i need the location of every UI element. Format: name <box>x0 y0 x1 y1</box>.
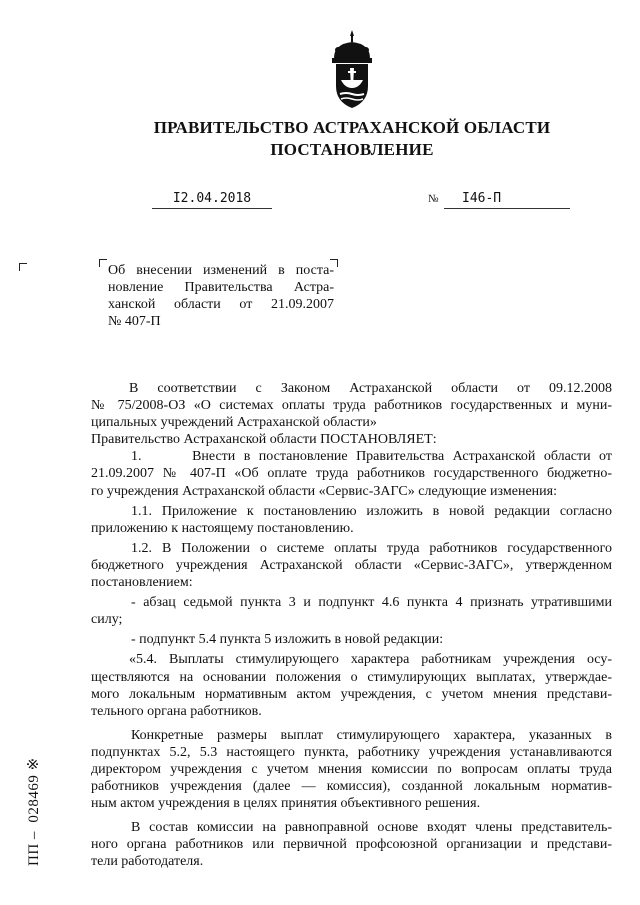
subject-line: ханской области от 21.09.2007 <box>108 297 334 312</box>
body-line: подпунктах 5.2, 5.3 настоящего пункта, работнику учреждения устанавливаются <box>91 744 612 760</box>
date-field <box>152 190 272 209</box>
subject-line: № 407-П <box>108 314 161 329</box>
body-line: бюджетного учреждения Астраханской области «Сервис-ЗАГС», утвержденном <box>91 557 612 573</box>
number-label: № <box>428 193 439 205</box>
subject-block <box>108 262 334 330</box>
paragraph-gap <box>91 812 612 819</box>
body-line: тели работодателя. <box>91 854 204 870</box>
body-line: мого локальным нормативным актом учреждения, с учетом мнения представи- <box>91 686 612 702</box>
number-field <box>444 190 570 209</box>
body-line: В соответствии с Законом Астраханской области от 09.12.2008 <box>129 381 612 396</box>
body-line: В состав комиссии на равноправной основе входят члены представитель- <box>131 820 612 836</box>
paragraph-gap <box>91 720 612 727</box>
subject-line: Об внесении изменений в поста- <box>108 263 334 278</box>
body-line: постановлением: <box>91 575 193 591</box>
body-line: 1.1. Приложение к постановлению изложить в новой редакции согласно <box>131 503 612 519</box>
body-line: «5.4. Выплаты стимулирующего характера работникам учреждения осу- <box>129 652 612 668</box>
subject-line: новление Правительства Астра- <box>108 280 334 295</box>
margin-corner-mark <box>19 263 27 271</box>
body-line: 1. Внести в постановление Правительства Астраханской области от <box>131 449 612 465</box>
organization-title: ПРАВИТЕЛЬСТВО АСТРАХАНСКОЙ ОБЛАСТИ <box>153 118 551 137</box>
body-line: го учреждения Астраханской области «Сервис-ЗАГС» следующие изменения: <box>91 483 557 499</box>
document-number: I46-П <box>462 191 502 206</box>
body-line: ным актом учреждения в целях принятия объективного решения. <box>91 796 481 812</box>
body-line: - подпункт 5.4 пункта 5 изложить в новой редакции: <box>131 632 444 648</box>
body-line: ципальных учреждений Астраханской области» <box>91 415 377 431</box>
astrakhan-coat-of-arms-icon <box>326 28 378 112</box>
body-line: Правительство Астраханской области ПОСТАНОВЛЯЕТ: <box>91 432 437 448</box>
body-line: силу; <box>91 612 123 628</box>
body-line: - абзац седьмой пункта 3 и подпункт 4.6 пункта 4 признать утратившими <box>131 595 612 611</box>
body-line: ного органа работников или первичной профсоюзной организации и представи- <box>91 837 612 853</box>
document-date: I2.04.2018 <box>172 191 252 206</box>
body-line: директором учреждения с учетом мнения комиссии по вопросам оплаты труда <box>91 761 612 777</box>
body-line: ществляются на основании положения о стимулирующих выплатах, утверждае- <box>91 669 612 685</box>
subject-bracket-left <box>99 259 107 267</box>
body-line: Конкретные размеры выплат стимулирующего характера, указанных в <box>131 727 612 743</box>
body-line: приложению к настоящему постановлению. <box>91 520 354 536</box>
body-line: № 75/2008-ОЗ «О системах оплаты труда работников государственных и муни- <box>91 398 612 414</box>
body-line: 1.2. В Положении о системе оплаты труда работников государственного <box>131 540 612 556</box>
body-line: тельного органа работников. <box>91 703 262 719</box>
document-body <box>91 380 612 871</box>
body-line: работников учреждения (далее — комиссия), созданной локальным норматив- <box>91 779 612 795</box>
document-type-title: ПОСТАНОВЛЕНИЕ <box>270 140 434 159</box>
form-serial-number: ПП – 028469 ※ <box>26 757 42 866</box>
body-line: 21.09.2007 № 407-П «Об оплате труда работников государственного бюджетно- <box>91 466 612 482</box>
